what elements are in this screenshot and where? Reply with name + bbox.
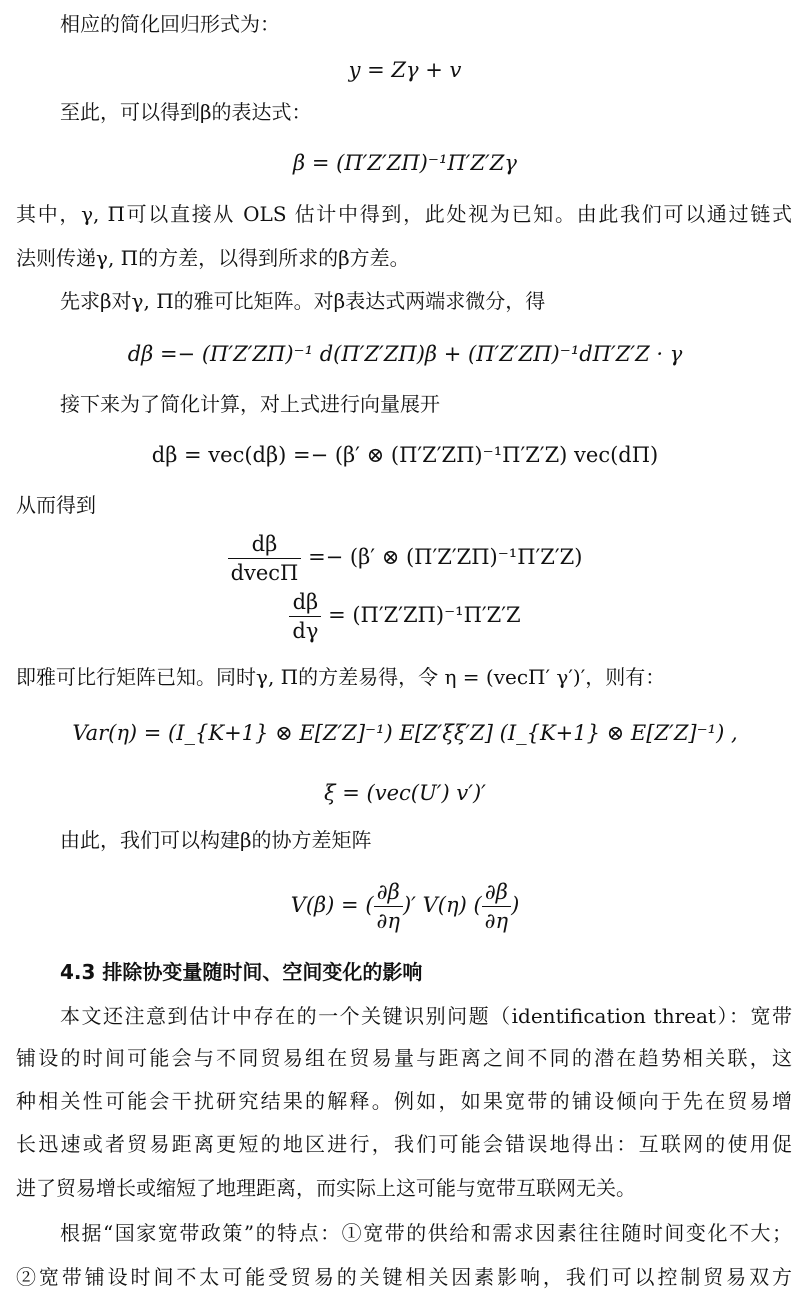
paragraph-line: 其中，γ, Π可以直接从 OLS 估计中得到，此处视为已知。由此我们可以通过链式	[16, 202, 792, 226]
fraction-numerator: dβ	[289, 588, 321, 617]
equation-reduced-form: y = Zγ + v	[348, 58, 462, 82]
fraction	[482, 878, 511, 935]
paragraph-line: 相应的简化回归形式为：	[60, 12, 280, 36]
equation-jacobian-gamma	[0, 588, 810, 645]
paragraph-line: 先求β对γ, Π的雅可比矩阵。对β表达式两端求微分，得	[60, 289, 546, 313]
equation-rhs: =− (β′ ⊗ (Π′Z′ZΠ)⁻¹Π′Z′Z)	[308, 545, 583, 569]
fraction	[228, 530, 302, 587]
equation-lhs: V(β) =	[290, 893, 359, 917]
equation-variance-eta: Var(η) = (I_{K+1} ⊗ E[Z′Z]⁻¹) E[Z′ξξ′Z] (I_{K+1} ⊗ E[Z′Z]⁻¹) ,	[72, 721, 738, 745]
fraction-numerator: ∂β	[374, 878, 403, 907]
paragraph-line: 根据“国家宽带政策”的特点：①宽带的供给和需求因素往往随时间变化不大；	[60, 1221, 792, 1245]
paragraph-line: 长迅速或者贸易距离更短的地区进行，我们可能会错误地得出：互联网的使用促	[16, 1132, 792, 1156]
paragraph-line: ②宽带铺设时间不太可能受贸易的关键相关因素影响，我们可以控制贸易双方	[16, 1265, 792, 1289]
section-heading: 4.3 排除协变量随时间、空间变化的影响	[60, 960, 423, 984]
equation-jacobian-pi	[0, 530, 810, 587]
equation-mid: V(η)	[422, 893, 467, 917]
fraction	[374, 878, 403, 935]
paragraph-line: 铺设的时间可能会与不同贸易组在贸易量与距离之间不同的潜在趋势相关联，这	[16, 1046, 792, 1070]
paragraph-line: 即雅可比行矩阵已知。同时γ, Π的方差易得，令 η = (vecΠ′ γ′)′，则有：	[16, 665, 666, 689]
fraction-numerator: ∂β	[482, 878, 511, 907]
equation-vectorized: dβ = vec(dβ) =− (β′ ⊗ (Π′Z′ZΠ)⁻¹Π′Z′Z) vec(dΠ)	[151, 443, 659, 467]
equation-xi: ξ = (vec(U′) v′)′	[324, 781, 486, 805]
fraction	[289, 588, 321, 645]
paragraph-line: 至此，可以得到β的表达式：	[60, 100, 312, 124]
paragraph-line: 接下来为了简化计算，对上式进行向量展开	[60, 392, 440, 416]
paragraph-line: 由此，我们可以构建β的协方差矩阵	[60, 828, 372, 852]
equation-beta: β = (Π′Z′ZΠ)⁻¹Π′Z′Zγ	[293, 151, 517, 175]
fraction-numerator: dβ	[228, 530, 302, 559]
paragraph-line: 从而得到	[16, 493, 96, 517]
paragraph-line: 种相关性可能会干扰研究结果的解释。例如，如果宽带的铺设倾向于先在贸易增	[16, 1089, 792, 1113]
paragraph-line: 法则传递γ, Π的方差，以得到所求的β方差。	[16, 246, 410, 270]
fraction-denominator: ∂η	[484, 909, 509, 933]
fraction-denominator: dγ	[292, 619, 319, 643]
paragraph-line: 本文还注意到估计中存在的一个关键识别问题（identification threat）：宽带	[60, 1004, 792, 1028]
fraction-denominator: ∂η	[376, 909, 400, 933]
equation-covariance-beta: V(β) = ( $\frac{\partial\beta}{\partial\eta}$ )′ V(η) ( $\frac{\partial\beta}{\partial\eta}$ )	[290, 880, 520, 933]
equation-differential: dβ =− (Π′Z′ZΠ)⁻¹ d(Π′Z′ZΠ)β + (Π′Z′ZΠ)⁻¹dΠ′Z′Z · γ	[127, 342, 683, 366]
fraction-denominator: dvecΠ	[230, 561, 299, 585]
equation-rhs: = (Π′Z′ZΠ)⁻¹Π′Z′Z	[328, 603, 521, 627]
paragraph-line: 进了贸易增长或缩短了地理距离，而实际上这可能与宽带互联网无关。	[16, 1176, 636, 1200]
